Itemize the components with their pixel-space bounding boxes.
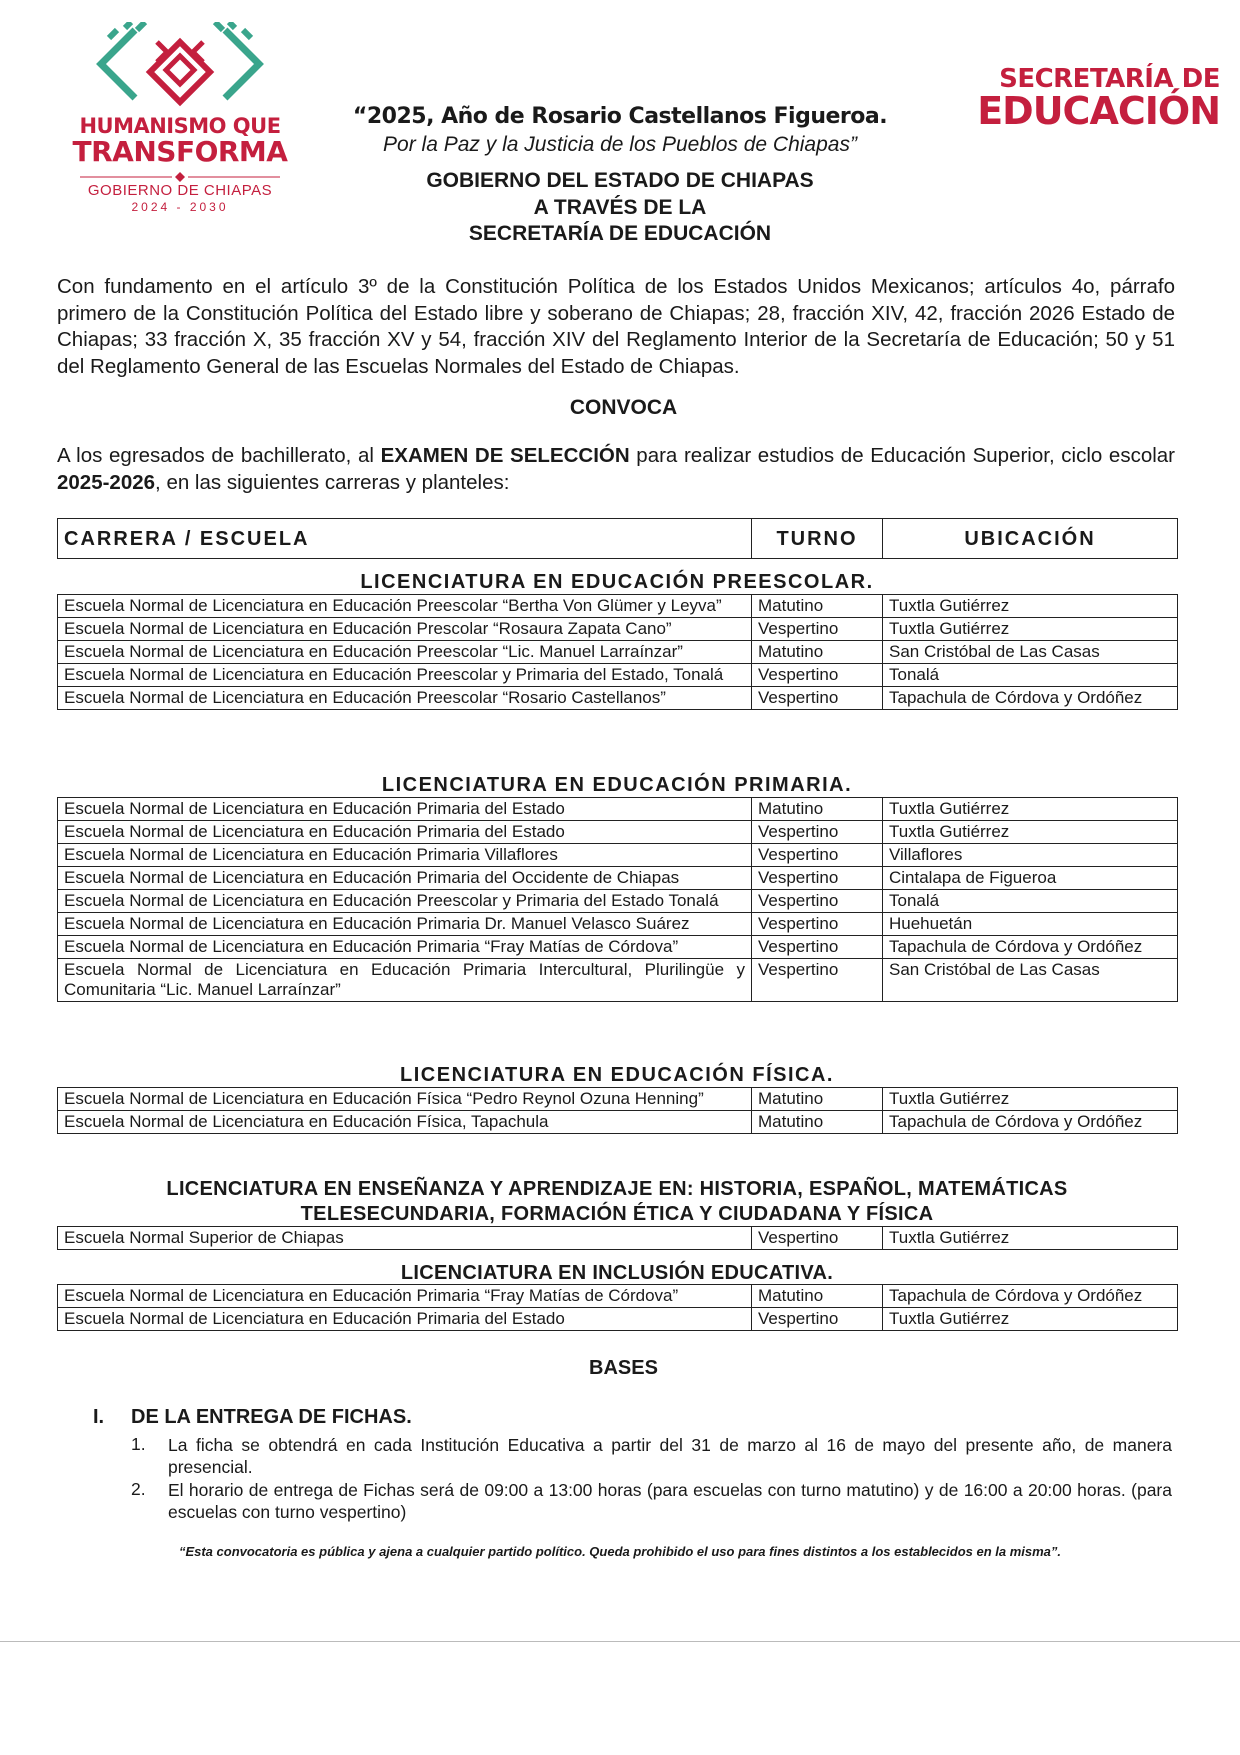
logo-text-years: 2024 - 2030	[131, 200, 229, 214]
location-cell: Tuxtla Gutiérrez	[883, 1088, 1178, 1111]
shift-cell: Vespertino	[752, 664, 883, 687]
issuer-line-2: A TRAVÉS DE LA	[533, 195, 707, 219]
shift-cell: Matutino	[752, 1285, 883, 1308]
humanismo-emblem-icon	[87, 22, 273, 112]
section-title-fisica: LICENCIATURA EN EDUCACIÓN FÍSICA.	[400, 1064, 834, 1086]
school-cell: Escuela Normal de Licenciatura en Educación Preescolar “Bertha Von Glümer y Leyva”	[58, 595, 752, 618]
location-cell: Huehuetán	[883, 913, 1178, 936]
school-cell: Escuela Normal de Licenciatura en Educación Física, Tapachula	[58, 1111, 752, 1134]
table-row	[58, 890, 1178, 913]
divider-diamond-icon	[80, 172, 280, 182]
motto-line-2: Por la Paz y la Justicia de los Pueblos de Chiapas”	[383, 133, 857, 156]
table-primaria	[57, 797, 1178, 1002]
school-cell: Escuela Normal de Licenciatura en Educación Primaria del Occidente de Chiapas	[58, 867, 752, 890]
table-inclusion	[57, 1284, 1178, 1331]
table-row	[58, 1111, 1178, 1134]
table-row	[58, 798, 1178, 821]
shift-cell: Vespertino	[752, 1308, 883, 1331]
call-text-2: para realizar estudios de Educación Superior, ciclo escolar	[629, 444, 1176, 467]
location-cell: Tuxtla Gutiérrez	[883, 595, 1178, 618]
location-cell: Tonalá	[883, 664, 1178, 687]
section-title-ensenanza	[57, 1177, 1177, 1227]
shift-cell: Vespertino	[752, 618, 883, 641]
table-row	[58, 936, 1178, 959]
location-cell: Tapachula de Córdova y Ordóñez	[883, 687, 1178, 710]
table-ensenanza	[57, 1226, 1178, 1250]
shift-cell: Vespertino	[752, 844, 883, 867]
location-cell: Cintalapa de Figueroa	[883, 867, 1178, 890]
logo-text-transforma: TRANSFORMA	[72, 135, 288, 168]
logo-text-educacion: EDUCACIÓN	[977, 89, 1220, 133]
table-row	[58, 595, 1178, 618]
logo-text-humanismo: HUMANISMO QUE	[79, 114, 281, 138]
legal-basis-paragraph: Con fundamento en el artículo 3º de la Constitución Política de los Estados Unidos Mexicanos; artículos 4o, párrafo primero de la Constitución Política del Estado libre y soberano de Chiapas; 28, fracción XIV, 42, fracción 2026 Estado de Chiapas; 33 fracción X, 35 fracción XV y 54, fracción XIV del Reglamento Interior de la Secretaría de Educación; 50 y 51 del Reglamento General de las Escuelas Normales del Estado de Chiapas.	[57, 275, 1175, 378]
issuer-line-3: SECRETARÍA DE EDUCACIÓN	[468, 222, 772, 245]
school-cell: Escuela Normal de Licenciatura en Educación Preescolar y Primaria del Estado, Tonalá	[58, 664, 752, 687]
shift-cell: Matutino	[752, 595, 883, 618]
bases-heading: BASES	[589, 1357, 658, 1379]
bases-section-number: I.	[93, 1406, 105, 1428]
table-preescolar	[57, 594, 1178, 710]
school-cell: Escuela Normal de Licenciatura en Educación Primaria del Estado	[58, 798, 752, 821]
column-header-turno: TURNO	[752, 519, 883, 559]
location-cell: San Cristóbal de Las Casas	[883, 959, 1178, 1002]
disclaimer-note: “Esta convocatoria es pública y ajena a cualquier partido político. Queda prohibido el uso para fines distintos a los establecidos en la misma”.	[178, 1544, 1062, 1559]
shift-cell: Matutino	[752, 1111, 883, 1134]
issuer-line-1: GOBIERNO DEL ESTADO DE CHIAPAS	[426, 169, 814, 192]
page-bottom-rule	[0, 1641, 1240, 1642]
location-cell: Tapachula de Córdova y Ordóñez	[883, 1111, 1178, 1134]
call-text-3: , en las siguientes carreras y planteles:	[155, 470, 510, 494]
location-cell: Villaflores	[883, 844, 1178, 867]
section-title-primaria: LICENCIATURA EN EDUCACIÓN PRIMARIA.	[381, 774, 853, 796]
year-motto	[340, 104, 900, 157]
motto-line-1: “2025, Año de Rosario Castellanos Figueroa.	[352, 104, 888, 129]
column-header-carrera: CARRERA / ESCUELA	[58, 519, 752, 559]
convoca-heading: CONVOCA	[569, 396, 678, 419]
shift-cell: Vespertino	[752, 959, 883, 1002]
list-item: La ficha se obtendrá en cada Institución Educativa a partir del 31 de marzo al 16 de mayo del presente año, de manera presencial.	[168, 1435, 1172, 1477]
list-item: El horario de entrega de Fichas será de 09:00 a 13:00 horas (para escuelas con turno matutino) y de 16:00 a 20:00 horas. (para escuelas con turno vespertino)	[168, 1480, 1172, 1522]
section-title-inclusion: LICENCIATURA EN INCLUSIÓN EDUCATIVA.	[400, 1262, 834, 1284]
shift-cell: Vespertino	[752, 867, 883, 890]
shift-cell: Vespertino	[752, 936, 883, 959]
location-cell: Tuxtla Gutiérrez	[883, 618, 1178, 641]
call-text-exam: EXAMEN DE SELECCIÓN	[380, 444, 630, 467]
table-header	[57, 518, 1178, 559]
shift-cell: Matutino	[752, 798, 883, 821]
shift-cell: Vespertino	[752, 687, 883, 710]
bases-section-title: DE LA ENTREGA DE FICHAS.	[131, 1406, 412, 1428]
shift-cell: Vespertino	[752, 913, 883, 936]
table-row	[58, 1308, 1178, 1331]
table-row	[58, 618, 1178, 641]
location-cell: Tuxtla Gutiérrez	[883, 798, 1178, 821]
location-cell: Tuxtla Gutiérrez	[883, 1227, 1178, 1250]
table-row	[58, 687, 1178, 710]
shift-cell: Vespertino	[752, 890, 883, 913]
school-cell: Escuela Normal de Licenciatura en Educación Primaria Villaflores	[58, 844, 752, 867]
school-cell: Escuela Normal de Licenciatura en Educación Primaria Dr. Manuel Velasco Suárez	[58, 913, 752, 936]
school-cell: Escuela Normal de Licenciatura en Educación Física “Pedro Reynol Ozuna Henning”	[58, 1088, 752, 1111]
table-row	[58, 959, 1178, 1002]
table-fisica	[57, 1087, 1178, 1134]
call-text-1: A los egresados de bachillerato, al	[57, 444, 381, 467]
table-row	[58, 664, 1178, 687]
table-row	[58, 641, 1178, 664]
call-paragraph	[57, 443, 1175, 496]
shift-cell: Matutino	[752, 1088, 883, 1111]
list-item-number: 1.	[131, 1434, 146, 1454]
table-row	[58, 844, 1178, 867]
table-row	[58, 1227, 1178, 1250]
shift-cell: Vespertino	[752, 821, 883, 844]
school-cell: Escuela Normal de Licenciatura en Educación Primaria “Fray Matías de Córdova”	[58, 1285, 752, 1308]
shift-cell: Matutino	[752, 641, 883, 664]
table-row	[58, 1088, 1178, 1111]
call-text-cycle: 2025-2026	[57, 470, 156, 494]
table-row	[58, 821, 1178, 844]
location-cell: Tapachula de Córdova y Ordóñez	[883, 936, 1178, 959]
school-cell: Escuela Normal de Licenciatura en Educación Prescolar “Rosaura Zapata Cano”	[58, 618, 752, 641]
school-cell: Escuela Normal de Licenciatura en Educación Primaria del Estado	[58, 1308, 752, 1331]
logo-text-gobierno: GOBIERNO DE CHIAPAS	[87, 182, 273, 199]
column-header-ubicacion: UBICACIÓN	[883, 519, 1178, 559]
school-cell: Escuela Normal de Licenciatura en Educación Preescolar y Primaria del Estado Tonalá	[58, 890, 752, 913]
location-cell: Tonalá	[883, 890, 1178, 913]
issuer-heading	[340, 168, 900, 248]
location-cell: San Cristóbal de Las Casas	[883, 641, 1178, 664]
school-cell: Escuela Normal de Licenciatura en Educación Primaria “Fray Matías de Córdova”	[58, 936, 752, 959]
table-row	[58, 913, 1178, 936]
section-title-preescolar: LICENCIATURA EN EDUCACIÓN PREESCOLAR.	[360, 571, 874, 593]
school-cell: Escuela Normal Superior de Chiapas	[58, 1227, 752, 1250]
section-title-ensenanza-line-2: TELESECUNDARIA, FORMACIÓN ÉTICA Y CIUDADANA Y FÍSICA	[300, 1203, 934, 1225]
school-cell: Escuela Normal de Licenciatura en Educación Primaria del Estado	[58, 821, 752, 844]
table-row	[58, 867, 1178, 890]
location-cell: Tuxtla Gutiérrez	[883, 1308, 1178, 1331]
shift-cell: Vespertino	[752, 1227, 883, 1250]
logo-text-secretaria: SECRETARÍA DE	[999, 64, 1220, 94]
section-title-ensenanza-line-1: LICENCIATURA EN ENSEÑANZA Y APRENDIZAJE EN: HISTORIA, ESPAÑOL, MATEMÁTICAS	[166, 1178, 1068, 1200]
school-cell: Escuela Normal de Licenciatura en Educación Primaria Intercultural, Plurilingüe y Comunitaria “Lic. Manuel Larraínzar”	[58, 959, 752, 1002]
table-row	[58, 1285, 1178, 1308]
secretaria-educacion-logo	[950, 64, 1220, 133]
school-cell: Escuela Normal de Licenciatura en Educación Preescolar “Rosario Castellanos”	[58, 687, 752, 710]
school-cell: Escuela Normal de Licenciatura en Educación Preescolar “Lic. Manuel Larraínzar”	[58, 641, 752, 664]
location-cell: Tuxtla Gutiérrez	[883, 821, 1178, 844]
list-item-number: 2.	[131, 1479, 146, 1499]
location-cell: Tapachula de Córdova y Ordóñez	[883, 1285, 1178, 1308]
